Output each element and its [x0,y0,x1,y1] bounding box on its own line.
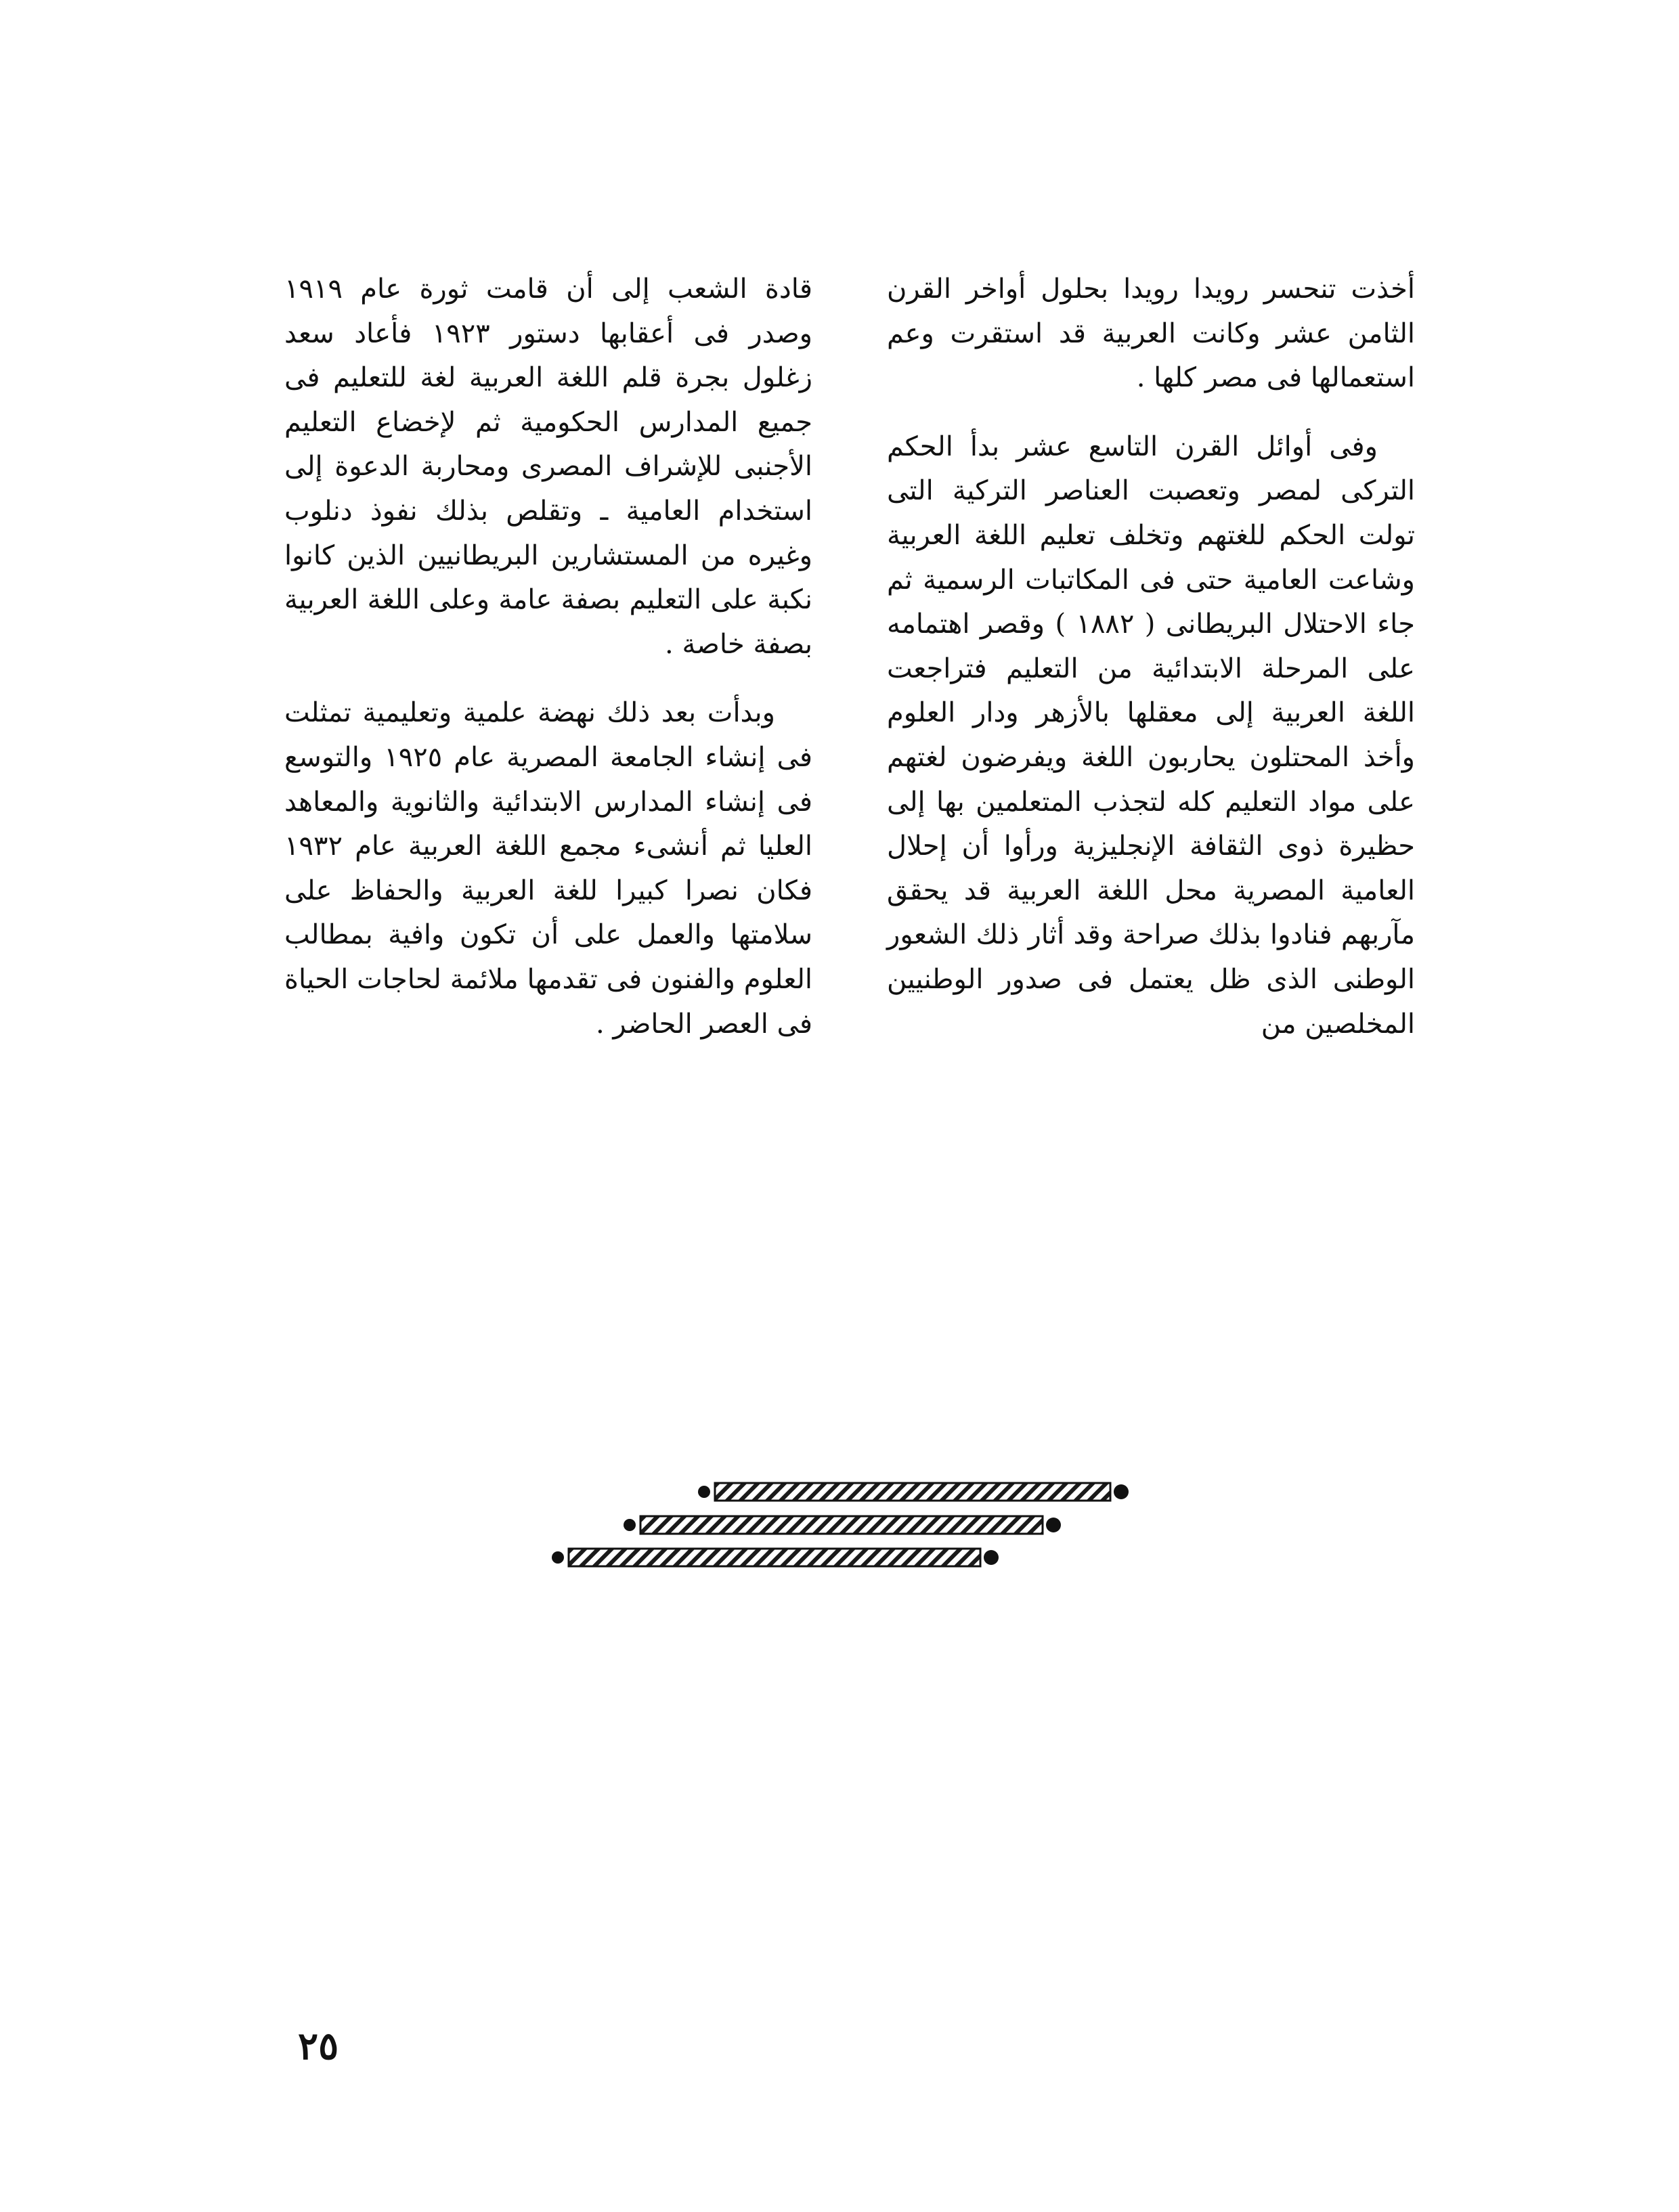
ornament-bar-1 [698,1483,1129,1501]
paragraph: وبدأت بعد ذلك نهضة علمية وتعليمية تمثلت فى إنشاء الجامعة المصرية عام ١٩٢٥ والتوسع فى إنشاء المدارس الابتدائية والثانوية والمعاهد العليا ثم أنشىء مجمع اللغة العربية عام ١٩٣٢ فكان نصرا كبيرا للغة العربية والحفاظ على سلامتها والعمل على أن تكون وافية بمطالب العلوم والفنون فى تقدمها ملائمة لحاجات الحياة فى العصر الحاضر . [284,697,812,1040]
ornament-bar-3 [552,1549,999,1566]
paragraph: قادة الشعب إلى أن قامت ثورة عام ١٩١٩ وصدر فى أعقابها دستور ١٩٢٣ فأعاد سعد زغلول بجرة قلم اللغة العربية لغة للتعليم فى جميع المدارس الحكومية ثم لإخضاع التعليم الأجنبى للإشراف المصرى ومحاربة الدعوة إلى استخدام العامية ـ وتقلص بذلك نفوذ دنلوب وغيره من المستشارين البريطانيين الذين كانوا نكبة على التعليم بصفة عامة وعلى اللغة العربية بصفة خاصة . [284,273,812,660]
page-number: ٢٥ [298,2024,339,2069]
ornament-bar-2 [624,1516,1061,1534]
paragraph: أخذت تنحسر رويدا رويدا بحلول أواخر القرن الثامن عشر وكانت العربية قد استقرت وعم استعمالها فى مصر كلها . [887,273,1415,394]
paragraph: وفى أوائل القرن التاسع عشر بدأ الحكم التركى لمصر وتعصبت العناصر التركية التى تولت الحكم للغتهم وتخلف تعليم اللغة العربية وشاعت العامية حتى فى المكاتبات الرسمية ثم جاء الاحتلال البريطانى ( ١٨٨٢ ) وقصر اهتمامه على المرحلة الابتدائية من التعليم فتراجعت اللغة العربية إلى معقلها بالأزهر ودار العلوم وأخذ المحتلون يحاربون اللغة ويفرضون لغتهم على مواد التعليم كله لتجذب المتعلمين بها إلى حظيرة ذوى الثقافة الإنجليزية ورأوا أن إحلال العامية المصرية محل اللغة العربية قد يحقق مآربهم فنادوا بذلك صراحة وقد أثار ذلك الشعور الوطنى الذى ظل يعتمل فى صدور الوطنيين المخلصين من [887,430,1416,1040]
